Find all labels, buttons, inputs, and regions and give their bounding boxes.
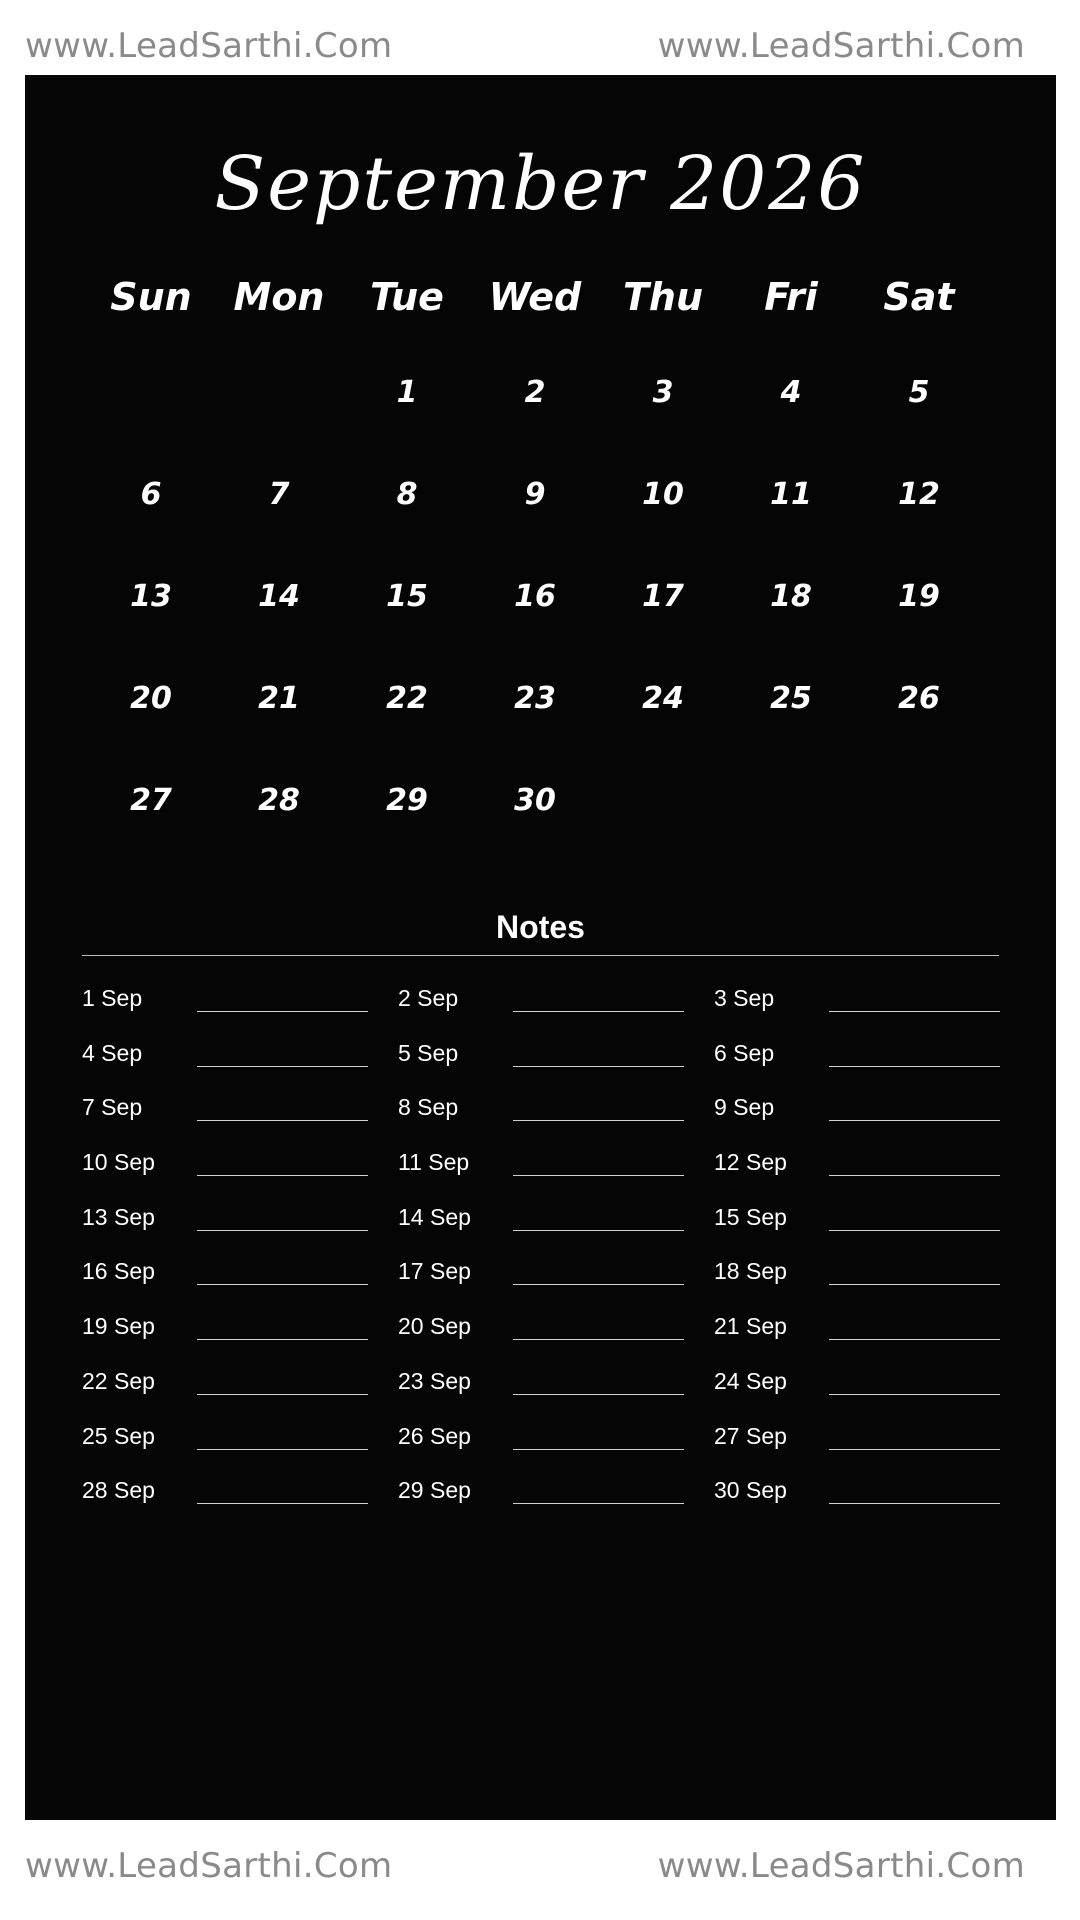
note-date-label: 3 Sep [714, 985, 775, 1011]
note-date-label: 30 Sep [714, 1477, 787, 1504]
note-date-label: 28 Sep [82, 1477, 155, 1504]
note-entry [82, 1040, 398, 1095]
watermark-bottom-left: www.LeadSarthi.Com [25, 1846, 393, 1886]
note-date-label: 13 Sep [82, 1203, 155, 1230]
day-cell: 6 [140, 477, 162, 512]
day-cell-empty [87, 375, 215, 477]
note-date-label: 8 Sep [398, 1094, 459, 1121]
day-cell: 17 [642, 579, 684, 614]
note-writing-line [513, 1120, 684, 1121]
weekday-wed: Wed [488, 275, 582, 319]
note-entry [714, 1368, 1030, 1423]
day-cell: 28 [258, 783, 300, 818]
note-entry [82, 1368, 398, 1423]
note-entry [714, 1204, 1030, 1259]
day-cell: 30 [514, 783, 556, 818]
note-writing-line [829, 1339, 1000, 1340]
note-date-label: 23 Sep [398, 1367, 471, 1394]
weekday-sun: Sun [110, 275, 192, 319]
watermark-top-left: www.LeadSarthi.Com [25, 26, 393, 66]
day-cell: 2 [524, 375, 546, 410]
note-entry [398, 985, 714, 1040]
note-writing-line [829, 1175, 1000, 1176]
note-writing-line [197, 1394, 368, 1395]
note-entry [398, 1368, 714, 1423]
day-cell: 9 [524, 477, 546, 512]
day-cell: 15 [386, 579, 428, 614]
note-writing-line [513, 1066, 684, 1067]
note-date-label: 16 Sep [82, 1258, 155, 1285]
note-entry [714, 1313, 1030, 1368]
weekday-thu: Thu [622, 275, 704, 319]
note-writing-line [513, 1284, 684, 1285]
note-date-label: 4 Sep [82, 1039, 143, 1066]
days-grid [87, 375, 983, 885]
note-writing-line [513, 1339, 684, 1340]
note-entry [82, 1423, 398, 1478]
note-writing-line [197, 1503, 368, 1504]
note-date-label: 17 Sep [398, 1258, 471, 1285]
calendar-title: September 2026 [214, 141, 867, 227]
note-writing-line [197, 1339, 368, 1340]
day-cell: 19 [898, 579, 940, 614]
note-entry [398, 1094, 714, 1149]
note-writing-line [513, 1503, 684, 1504]
note-entry [714, 1258, 1030, 1313]
weekday-tue: Tue [370, 275, 444, 319]
note-date-label: 14 Sep [398, 1203, 471, 1230]
day-cell: 12 [898, 477, 940, 512]
day-cell: 24 [642, 681, 684, 716]
note-entry [714, 1423, 1030, 1478]
day-cell: 23 [514, 681, 556, 716]
note-date-label: 6 Sep [714, 1039, 775, 1066]
day-cell: 3 [652, 375, 674, 410]
note-date-label: 29 Sep [398, 1477, 471, 1504]
note-writing-line [197, 1230, 368, 1231]
weekday-sat: Sat [883, 275, 955, 319]
note-date-label: 27 Sep [714, 1422, 787, 1449]
note-writing-line [197, 1284, 368, 1285]
day-cell: 10 [642, 477, 684, 512]
note-entry [398, 1423, 714, 1478]
day-cell: 27 [130, 783, 172, 818]
note-entry [82, 1094, 398, 1149]
day-cell: 4 [780, 375, 802, 410]
day-cell: 5 [908, 375, 930, 410]
note-writing-line [829, 1284, 1000, 1285]
note-date-label: 5 Sep [398, 1039, 459, 1066]
note-date-label: 24 Sep [714, 1367, 787, 1394]
calendar-panel [25, 75, 1056, 1820]
note-writing-line [197, 1011, 368, 1012]
day-cell: 7 [268, 477, 290, 512]
day-cell: 29 [386, 783, 428, 818]
notes-title: Notes [496, 909, 585, 945]
note-date-label: 1 Sep [82, 985, 143, 1011]
note-date-label: 7 Sep [82, 1094, 143, 1121]
weekday-mon: Mon [233, 275, 325, 319]
note-entry [398, 1040, 714, 1095]
day-cell: 8 [396, 477, 418, 512]
note-entry [714, 985, 1030, 1040]
note-entry [82, 1313, 398, 1368]
note-entry [398, 1313, 714, 1368]
note-entry [714, 1040, 1030, 1095]
note-writing-line [513, 1449, 684, 1450]
day-cell: 1 [396, 375, 418, 410]
day-cell: 22 [386, 681, 428, 716]
note-entry [398, 1149, 714, 1204]
notes-divider [82, 955, 999, 956]
note-date-label: 2 Sep [398, 985, 459, 1011]
day-cell: 11 [770, 477, 812, 512]
note-writing-line [197, 1449, 368, 1450]
note-date-label: 12 Sep [714, 1149, 787, 1176]
note-entry [82, 1149, 398, 1204]
note-date-label: 19 Sep [82, 1313, 155, 1340]
note-writing-line [829, 1011, 1000, 1012]
note-entry [82, 1204, 398, 1259]
note-date-label: 15 Sep [714, 1203, 787, 1230]
notes-grid [82, 985, 999, 1532]
day-cell: 21 [258, 681, 300, 716]
note-date-label: 11 Sep [398, 1149, 470, 1176]
note-writing-line [829, 1503, 1000, 1504]
note-date-label: 20 Sep [398, 1313, 471, 1340]
day-cell: 14 [258, 579, 300, 614]
day-cell: 13 [130, 579, 172, 614]
note-date-label: 26 Sep [398, 1422, 471, 1449]
note-entry [82, 1258, 398, 1313]
day-cell: 16 [514, 579, 556, 614]
note-entry [714, 1149, 1030, 1204]
day-cell: 20 [130, 681, 172, 716]
note-entry [714, 1477, 1030, 1532]
note-entry [398, 1204, 714, 1259]
note-writing-line [513, 1230, 684, 1231]
note-entry [714, 1094, 1030, 1149]
note-entry [82, 985, 398, 1040]
note-writing-line [829, 1066, 1000, 1067]
note-date-label: 10 Sep [82, 1149, 155, 1176]
note-entry [398, 1477, 714, 1532]
note-writing-line [513, 1175, 684, 1176]
note-writing-line [197, 1175, 368, 1176]
note-entry [398, 1258, 714, 1313]
note-writing-line [829, 1449, 1000, 1450]
weekday-header [87, 275, 983, 319]
note-date-label: 25 Sep [82, 1422, 155, 1449]
watermark-bottom-right: www.LeadSarthi.Com [657, 1846, 1025, 1886]
note-writing-line [829, 1394, 1000, 1395]
note-writing-line [513, 1011, 684, 1012]
day-cell: 18 [770, 579, 812, 614]
note-date-label: 9 Sep [714, 1094, 775, 1121]
note-date-label: 22 Sep [82, 1367, 155, 1394]
day-cell-empty [215, 375, 343, 477]
watermark-top-right: www.LeadSarthi.Com [657, 26, 1025, 66]
note-writing-line [197, 1120, 368, 1121]
note-date-label: 21 Sep [714, 1313, 787, 1340]
note-writing-line [197, 1066, 368, 1067]
note-writing-line [513, 1394, 684, 1395]
note-date-label: 18 Sep [714, 1258, 787, 1285]
note-writing-line [829, 1120, 1000, 1121]
day-cell: 26 [898, 681, 940, 716]
note-entry [82, 1477, 398, 1532]
weekday-fri: Fri [764, 275, 818, 319]
day-cell: 25 [770, 681, 812, 716]
note-writing-line [829, 1230, 1000, 1231]
